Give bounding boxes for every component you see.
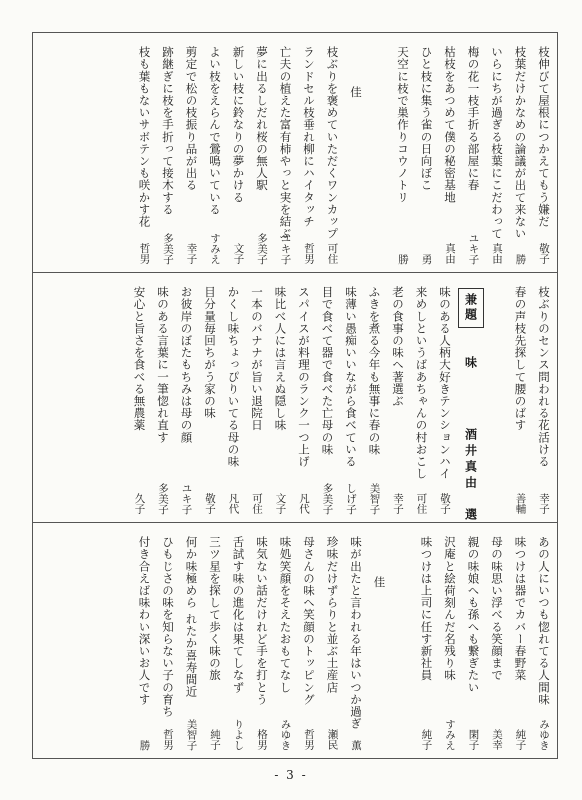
verse-column — [463, 528, 484, 754]
page-number: - 3 - — [274, 768, 308, 782]
author-name: 瀬民 — [326, 729, 339, 750]
verse-text: 母の味思い浮べる笑顔まで — [490, 536, 504, 682]
verse-text: 跡継ぎに枝を手折って接木する — [161, 46, 175, 216]
author-name: 哲男 — [138, 243, 151, 264]
verse-text: 安心と旨さを食べる無農薬 — [132, 286, 147, 432]
author-name: 多美子 — [157, 482, 169, 514]
author-name: 幸子 — [185, 243, 198, 264]
verse-text: 老の食事の味へ著選ぶ — [391, 286, 405, 407]
verse-text: 三ツ星を探して歩く味の旅 — [208, 536, 222, 682]
author-name: 善輔 — [514, 493, 527, 514]
author-name: 真由 — [444, 243, 456, 264]
verse-text: 枝ぶりを褒めていただくワンカップ — [325, 46, 340, 240]
verse-column — [439, 528, 460, 754]
author-name: ユキ子 — [467, 232, 480, 264]
author-name: 文子 — [274, 493, 287, 514]
verse-text: 味薄い愚痴いいながら食べている — [344, 286, 358, 468]
author-name: 凡代 — [227, 493, 240, 514]
verse-text: 来めしというばあちゃんの村おこし — [414, 286, 429, 480]
author-name: 格男 — [256, 729, 268, 750]
verse-column — [228, 38, 249, 268]
verse-text: 夢に出るしだれ桜の無人駅 — [255, 46, 269, 192]
verse-text: ひもじさの味を知らない子の育ち — [161, 536, 175, 718]
verse-column — [322, 38, 343, 268]
verse-column — [275, 528, 296, 754]
verse-text: 珍味だけずらりと並ぶ土産店 — [325, 536, 340, 694]
verse-column — [322, 528, 343, 754]
kudai-selector: 酒井真由 選 — [463, 428, 478, 524]
author-name: 可住 — [326, 243, 339, 264]
verse-column — [533, 38, 554, 268]
verse-column — [293, 278, 314, 518]
section-heading-column — [345, 38, 366, 268]
author-name: 可住 — [251, 493, 263, 514]
verse-text: いらにちが過ぎる枝葉にこだわって — [490, 46, 504, 240]
verse-column — [317, 278, 338, 518]
verse-text: 沢庵と絵荷刻んだ名残り味 — [443, 536, 457, 682]
verse-text: 枝伸びて屋根につかえてもう嫌だ — [537, 46, 551, 228]
verse-text: お彼岸のぼたもちみは母の顔 — [179, 286, 194, 444]
verse-column — [392, 38, 413, 268]
top-section — [36, 38, 554, 268]
verse-text: 味のある言葉に一筆惚れ直す — [156, 286, 170, 444]
verse-column — [434, 278, 455, 518]
verse-column — [486, 38, 507, 268]
verse-text: 味比べ人には言えぬ隠し味 — [273, 286, 288, 432]
verse-column — [510, 278, 531, 518]
verse-text: 枝も葉もないサボテンも咲かす花 — [137, 46, 152, 228]
author-name: 哲男 — [303, 729, 315, 750]
verse-text: 味つけは上司に任す新社員 — [419, 536, 434, 682]
verse-text: 枝葉だけかなめの論議が出て来ない — [513, 46, 528, 240]
verse-column — [246, 278, 267, 518]
section-heading: 佳 — [372, 576, 387, 590]
author-name: 幸子 — [538, 493, 550, 514]
verse-column — [345, 528, 366, 754]
author-name: 美幸 — [491, 729, 503, 750]
author-name: 哲男 — [162, 729, 174, 750]
author-name: 純子 — [209, 729, 221, 750]
verse-column — [298, 38, 319, 268]
author-name: 文子 — [232, 243, 245, 264]
bottom-section — [36, 528, 554, 754]
author-name: 純子 — [514, 729, 527, 750]
author-name: 敬子 — [439, 493, 451, 514]
verse-text: 剪定で松の枝振り品が出る — [184, 46, 199, 192]
author-name: 多美子 — [162, 232, 174, 264]
verse-text: よい枝をえらんで鶯鳴いている — [208, 46, 222, 216]
verse-text: 味気ない話だけれど手を打とう — [255, 536, 269, 706]
verse-column — [204, 38, 225, 268]
column-spacer — [486, 278, 507, 518]
verse-text: 春の声枝先探して腰のばす — [513, 286, 528, 432]
verse-text: スパイスが料理のランク一つ上げ — [297, 286, 311, 468]
column-spacer — [369, 38, 390, 268]
verse-column — [510, 38, 531, 268]
verse-column — [134, 528, 155, 754]
verse-text: 親の味娘へも孫へも繋ぎたい — [466, 536, 481, 694]
author-name: 勝 — [514, 253, 527, 264]
verse-text: かくし味ちょっぴりいてる母の味 — [226, 286, 241, 468]
author-name: 久子 — [133, 493, 146, 514]
verse-text: あの人にいつも惚れてる人間味 — [537, 536, 551, 706]
author-name: 薫 — [350, 739, 362, 750]
author-name: 勝 — [138, 739, 151, 750]
verse-column — [364, 278, 385, 518]
column-spacer — [392, 528, 413, 754]
verse-column — [533, 278, 554, 518]
verse-column — [298, 528, 319, 754]
section-heading-column — [369, 528, 390, 754]
author-name: しげ子 — [345, 482, 357, 514]
verse-column — [486, 528, 507, 754]
verse-column — [340, 278, 361, 518]
author-name: 勇 — [420, 253, 433, 264]
author-name: すみえ — [209, 232, 221, 264]
verse-text: 味が出たと言われる年はいつか過ぎ — [349, 536, 363, 730]
verse-column — [157, 528, 178, 754]
author-name: 勝 — [397, 253, 409, 264]
verse-text: 母さんの味へ笑顔のトッピング — [302, 536, 316, 706]
verse-text: 舌試す味の進化は果てしなず — [231, 536, 246, 694]
author-name: みゆき — [279, 718, 292, 750]
verse-text: 天空に枝で巣作りコウノトリ — [396, 46, 410, 204]
verse-column — [510, 528, 531, 754]
author-name: 閑子 — [467, 729, 480, 750]
middle-section — [36, 278, 554, 524]
verse-text: 枝ぶりのセンス問われる花活ける — [537, 286, 551, 468]
verse-column — [251, 528, 272, 754]
verse-column — [134, 38, 155, 268]
verse-column — [204, 528, 225, 754]
section-heading: 佳 — [349, 86, 363, 100]
author-name: 哲男 — [303, 243, 315, 264]
verse-text: ランドセル枝垂れ柳にハイタッチ — [302, 46, 316, 228]
author-name: 敬子 — [538, 243, 550, 264]
author-name: 幸子 — [392, 493, 404, 514]
section-divider-1 — [32, 272, 558, 273]
author-name: すみえ — [444, 718, 456, 750]
verse-column — [275, 38, 296, 268]
verse-text: 味処笑顔をそえたおもてなし — [278, 536, 293, 694]
verse-column — [251, 38, 272, 268]
kudai-column — [458, 278, 484, 524]
verse-column — [439, 38, 460, 268]
verse-text: 梅の花一枝手折る部屋に春 — [466, 46, 481, 192]
verse-column — [223, 278, 244, 518]
verse-text: 一本のバナナが旨い退院日 — [250, 286, 264, 432]
author-name: 凡代 — [298, 493, 310, 514]
author-name: ユキ子 — [180, 482, 193, 514]
verse-column — [129, 278, 150, 518]
kudai-theme: 味 — [463, 356, 478, 372]
verse-text: 枯枝をあつめて僕の秘密基地 — [443, 46, 457, 204]
verse-column — [181, 528, 202, 754]
author-name: 美智子 — [185, 718, 198, 750]
verse-text: 亡夫の植えた富有柿やっと実を結ぶ — [278, 46, 293, 240]
verse-column — [416, 38, 437, 268]
author-name: 多美子 — [256, 232, 268, 264]
verse-column — [416, 528, 437, 754]
author-name: 多美子 — [321, 482, 334, 514]
author-name: 美智子 — [368, 482, 381, 514]
verse-column — [463, 38, 484, 268]
author-name: りよし — [232, 718, 245, 750]
verse-column — [228, 528, 249, 754]
verse-column — [176, 278, 197, 518]
verse-text: 目分量毎回ちがう家の味 — [203, 286, 217, 420]
verse-column — [411, 278, 432, 518]
author-name: 真由 — [491, 243, 503, 264]
verse-column — [157, 38, 178, 268]
verse-text: 味つけは器でカバー春野菜 — [513, 536, 528, 682]
verse-text: 目で食べて器で食べた亡母の味 — [320, 286, 335, 456]
verse-column — [199, 278, 220, 518]
verse-column — [152, 278, 173, 518]
verse-text: 味のある人柄大好きテンションハイ — [438, 286, 452, 480]
verse-text: 新しい枝に鈴なりの夢かける — [231, 46, 246, 204]
verse-column — [181, 38, 202, 268]
verse-column — [387, 278, 408, 518]
author-name: 純子 — [420, 729, 433, 750]
author-name: ユキ子 — [279, 232, 292, 264]
author-name: 敬子 — [204, 493, 216, 514]
verse-text: ひと枝に集う雀の日向ぼこ — [419, 46, 434, 192]
verse-text: ふきを煮る今年も無事に春の味 — [367, 286, 382, 456]
author-name: みゆき — [538, 718, 550, 750]
verse-column — [270, 278, 291, 518]
kudai-label: 兼題 — [458, 288, 484, 328]
author-name: 可住 — [415, 493, 428, 514]
verse-text: 付き合えば味わい深いお人です — [137, 536, 152, 706]
verse-text: 何か味極めら れたか喜寿間近 — [184, 536, 199, 698]
verse-column — [533, 528, 554, 754]
